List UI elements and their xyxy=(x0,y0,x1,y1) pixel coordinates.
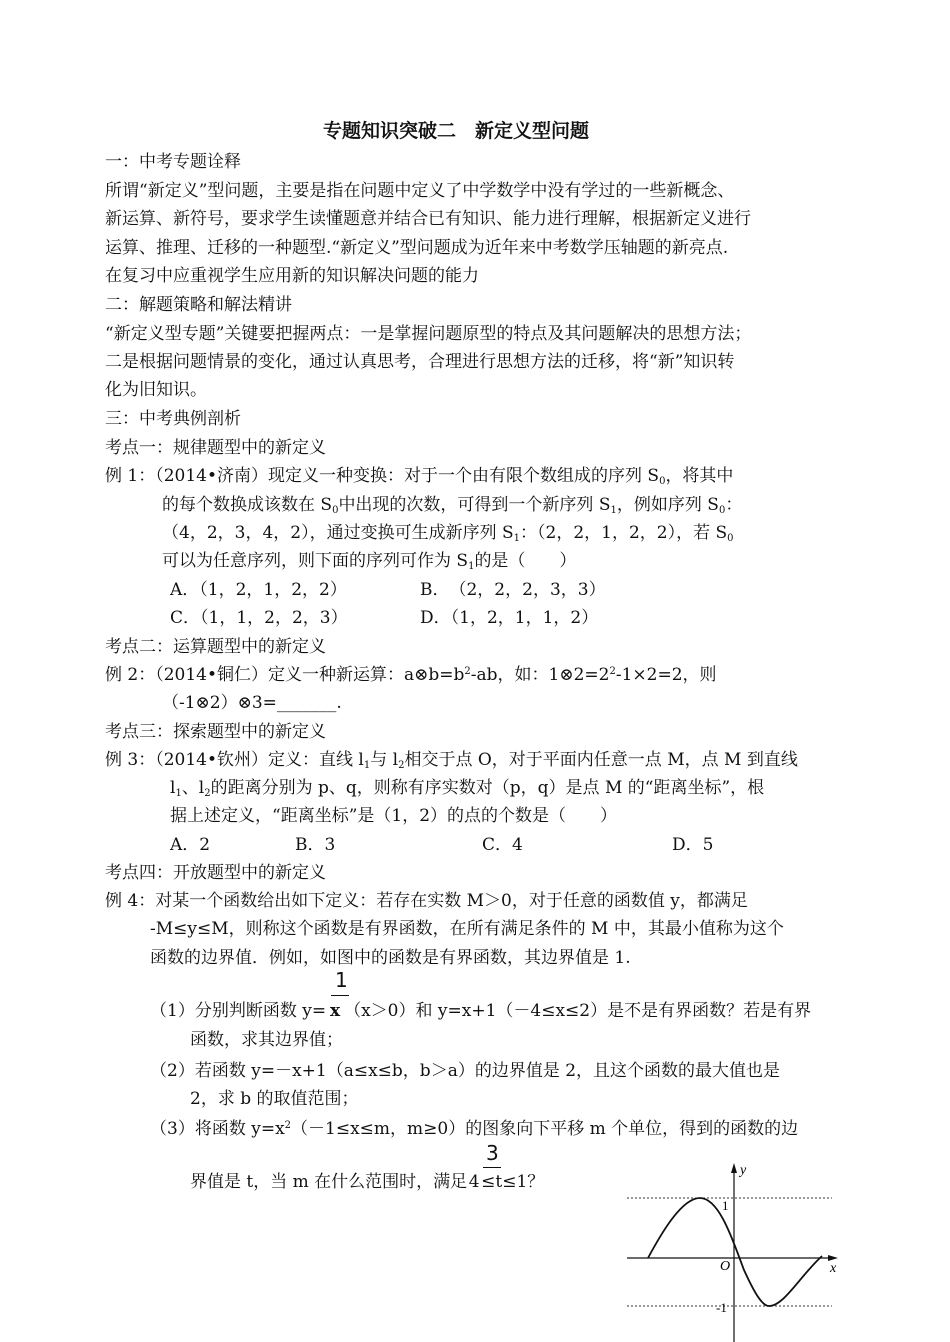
option-d: D．（1，2，1，1，2） xyxy=(420,608,599,628)
question-3-line: 界值是 t，当 m 在什么范围时，满足4≤t≤1？ xyxy=(190,1172,545,1192)
fraction-numerator: 3 xyxy=(486,1141,499,1165)
example-4-line: 函数的边界值．例如，如图中的函数是有界函数，其边界值是 1. xyxy=(150,948,631,968)
option-c: C．（1，1，2，2，3） xyxy=(170,608,348,628)
paragraph-line: 运算、推理、迁移的一种题型.“新定义”型问题成为近年来中考数学压轴题的新亮点. xyxy=(105,238,729,258)
example-1-line: 例 1：（2014•济南）现定义一种变换：对于一个由有限个数组成的序列 S0，将其中 xyxy=(105,466,734,487)
example-1-line: （4，2，3，4，2），通过变换可生成新序列 S1：（2，2，1，2，2），若 S0 xyxy=(162,523,734,544)
paragraph-line: 新运算、新符号，要求学生读懂题意并结合已有知识、能力进行理解，根据新定义进行 xyxy=(105,209,751,229)
example-3-line: l1、l2的距离分别为 p、q，则称有序实数对（p，q）是点 M 的“距离坐标”，根 xyxy=(170,778,765,799)
example-4-line: 例 4：对某一个函数给出如下定义：若存在实数 M＞0，对于任意的函数值 y，都满足 xyxy=(105,891,748,911)
fraction-numerator: 1 xyxy=(335,968,348,992)
example-2-line: （-1⊗2）⊗3=_______. xyxy=(162,693,342,713)
origin-label: O xyxy=(720,1259,731,1274)
option-d: D．5 xyxy=(672,835,714,855)
function-graph xyxy=(622,1160,846,1342)
point-4-heading: 考点四：开放题型中的新定义 xyxy=(105,863,326,883)
section-1-heading: 一：中考专题诠释 xyxy=(105,152,241,172)
point-2-heading: 考点二：运算题型中的新定义 xyxy=(105,637,326,657)
option-b: B．3 xyxy=(295,835,336,855)
question-1-line: 函数，求其边界值； xyxy=(190,1030,343,1050)
example-2-line: 例 2：（2014•铜仁）定义一种新运算：$a\otimes b=b^2-ab$，如：$1\otimes 2=2^2-1\times 2=2$，则 xyxy=(105,665,717,685)
y-axis-arrow xyxy=(731,1163,737,1173)
x-axis-label: x xyxy=(830,1261,837,1276)
fraction-bar xyxy=(483,1167,501,1168)
option-a: A．2 xyxy=(170,835,211,855)
question-1-line: （1）分别判断函数 y= x （x＞0）和 y=x+1（－4≤x≤2）是不是有界函数？若是有界 xyxy=(150,1001,812,1021)
y-axis-label: y xyxy=(740,1163,747,1178)
example-1-line: 的每个数换成该数在 S0中出现的次数，可得到一个新序列 S1，例如序列 S0： xyxy=(162,495,743,516)
tick-label-1: 1 xyxy=(722,1198,729,1213)
page-title: 专题知识突破二 新定义型问题 xyxy=(323,120,590,142)
question-2-line: 2，求 b 的取值范围； xyxy=(190,1089,359,1109)
example-3-line: 据上述定义，“距离坐标”是（1，2）的点的个数是（ ） xyxy=(170,806,618,826)
section-2-heading: 二：解题策略和解法精讲 xyxy=(105,295,292,315)
option-c: C．4 xyxy=(482,835,523,855)
example-3-line: 例 3：（2014•钦州）定义：直线 l1与 l2相交于点 O，对于平面内任意一点 M，点 M 到直线 xyxy=(105,750,798,771)
option-b: B． （2，2，2，3，3） xyxy=(420,580,606,600)
example-1-line: 可以为任意序列，则下面的序列可作为 S1的是（ ） xyxy=(162,551,577,572)
point-1-heading: 考点一：规律题型中的新定义 xyxy=(105,438,326,458)
paragraph-line: “新定义型专题”关键要把握两点：一是掌握问题原型的特点及其问题解决的思想方法； xyxy=(105,324,752,344)
paragraph-line: 在复习中应重视学生应用新的知识解决问题的能力 xyxy=(105,266,479,286)
question-3-line: （3）将函数 $y=x^2(-1\le x\le m$，m≥0）的图象向下平移 m 个单位，得到的函数的边 xyxy=(150,1119,799,1139)
point-3-heading: 考点三：探索题型中的新定义 xyxy=(105,722,326,742)
tick-label-neg1: -1 xyxy=(716,1300,727,1315)
fraction-bar xyxy=(331,995,349,996)
paragraph-line: 二是根据问题情景的变化，通过认真思考，合理进行思想方法的迁移，将“新”知识转 xyxy=(105,352,735,372)
paragraph-line: 化为旧知识。 xyxy=(105,380,207,400)
option-a: A．（1，2，1，2，2） xyxy=(170,580,347,600)
section-3-heading: 三：中考典例剖析 xyxy=(105,409,241,429)
paragraph-line: 所谓“新定义”型问题，主要是指在问题中定义了中学数学中没有学过的一些新概念、 xyxy=(105,181,735,201)
question-2-line: （2）若函数 y=－x+1（a≤x≤b，b＞a）的边界值是 2，且这个函数的最大值也是 xyxy=(150,1061,781,1081)
sine-curve xyxy=(648,1198,822,1306)
example-4-line: -M≤y≤M，则称这个函数是有界函数，在所有满足条件的 M 中，其最小值称为这个 xyxy=(150,919,784,939)
